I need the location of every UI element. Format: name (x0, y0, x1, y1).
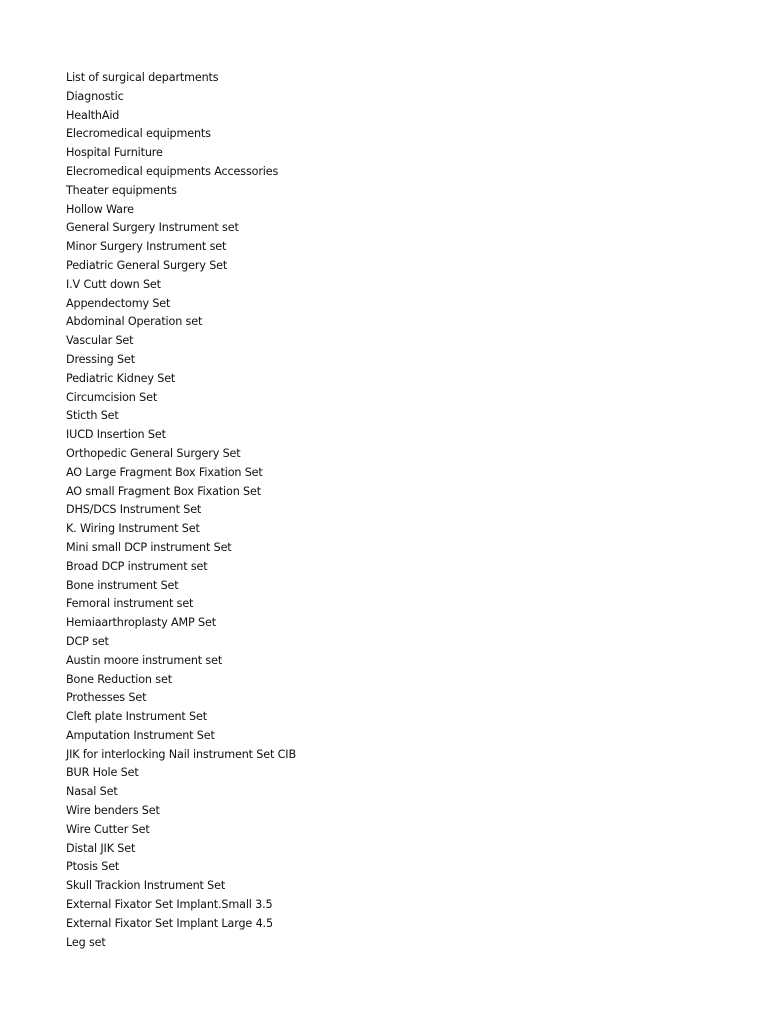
list-item: Mini small DCP instrument Set (66, 540, 232, 554)
list-item: Bone instrument Set (66, 578, 179, 592)
list-item: Minor Surgery Instrument set (66, 240, 227, 254)
list-item: I.V Cutt down Set (66, 277, 161, 291)
list-item: JIK for interlocking Nail instrument Set CIB (66, 747, 296, 761)
list-item: Hemiaarthroplasty AMP Set (66, 616, 216, 630)
list-item: Abdominal Operation set (66, 315, 203, 329)
list-item: DCP set (66, 634, 109, 648)
list-item: Nasal Set (66, 785, 118, 799)
list-item: External Fixator Set Implant Large 4.5 (66, 916, 273, 930)
list-item: K. Wiring Instrument Set (66, 522, 200, 536)
list-item: Skull Trackion Instrument Set (66, 879, 226, 893)
list-item: Amputation Instrument Set (66, 728, 215, 742)
list-item: IUCD Insertion Set (66, 428, 166, 442)
list-item: Elecromedical equipments Accessories (66, 164, 279, 178)
list-item: Pediatric General Surgery Set (66, 258, 228, 272)
list-item: Bone Reduction set (66, 672, 172, 686)
list-item: General Surgery Instrument set (66, 221, 239, 235)
list-item: Femoral instrument set (66, 597, 194, 611)
list-item: Orthopedic General Surgery Set (66, 446, 241, 460)
list-item: Elecromedical equipments (66, 127, 211, 141)
list-item: Cleft plate Instrument Set (66, 710, 207, 724)
list-item: AO Large Fragment Box Fixation Set (66, 465, 263, 479)
list-item: Theater equipments (66, 183, 177, 197)
list-item: Broad DCP instrument set (66, 559, 208, 573)
list-item: Wire Cutter Set (66, 822, 150, 836)
list-item: HealthAid (66, 108, 120, 122)
list-item: AO small Fragment Box Fixation Set (66, 484, 261, 498)
surgical-departments-list (66, 69, 296, 952)
list-item: BUR Hole Set (66, 766, 139, 780)
list-item: List of surgical departments (66, 71, 219, 84)
list-item: External Fixator Set Implant.Small 3.5 (66, 898, 273, 912)
list-item: Austin moore instrument set (66, 653, 223, 667)
list-item: Leg set (66, 935, 106, 949)
list-item: Vascular Set (66, 334, 134, 348)
list-item: Sticth Set (66, 409, 119, 423)
list-item: Hospital Furniture (66, 146, 163, 160)
list-item: Circumcision Set (66, 390, 158, 404)
list-item: Appendectomy Set (66, 296, 171, 310)
list-item: Pediatric Kidney Set (66, 371, 176, 385)
list-item: Wire benders Set (66, 804, 160, 818)
list-item: Ptosis Set (66, 860, 120, 874)
list-item: Prothesses Set (66, 691, 147, 705)
list-item: Hollow Ware (66, 202, 134, 216)
list-item: Distal JIK Set (66, 841, 136, 855)
list-item: Dressing Set (66, 352, 135, 366)
list-item: Diagnostic (66, 89, 124, 103)
list-item: DHS/DCS Instrument Set (66, 503, 202, 517)
